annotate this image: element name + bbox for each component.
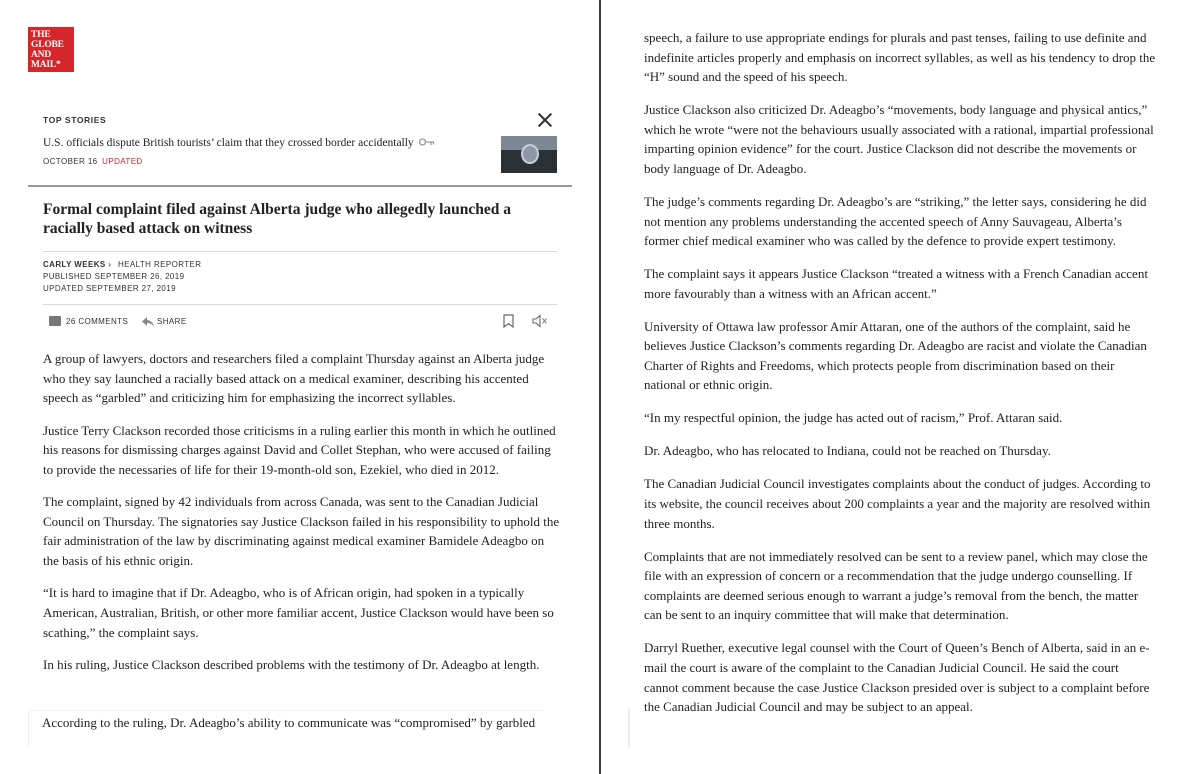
comment-icon[interactable] <box>49 316 61 326</box>
logo-line: GLOBE <box>31 40 64 50</box>
logo-line: THE <box>31 30 51 40</box>
top-story-link[interactable] <box>43 137 435 149</box>
author-role: HEALTH REPORTER <box>117 260 202 269</box>
top-story-date: OCTOBER 16 <box>43 157 98 166</box>
article-paragraph: speech, a failure to use appropriate endings for plurals and past tenses, failing to use definite and indefinite articles properly and emphasis on incorrect syllables, as well as his tendency to drop the “H” sound and the speed of his speech. <box>644 30 1156 85</box>
comments-button[interactable]: 26 COMMENTS <box>66 317 129 326</box>
article-body-left <box>43 349 563 687</box>
article-paragraph: In his ruling, Justice Clackson described problems with the testimony of Dr. Adeagbo at length. <box>43 656 540 672</box>
article-paragraph: Dr. Adeagbo, who has relocated to Indiana, could not be reached on Thursday. <box>644 443 1051 459</box>
article-paragraph: The judge’s comments regarding Dr. Adeagbo’s are “striking,” the letter says, considering he did not mention any problems understanding the accented speech of Anny Sauvageau, Alberta’s former chief medical examiner who was called by the defence to provide expert testimony. <box>644 193 1147 249</box>
published-date: PUBLISHED SEPTEMBER 26, 2019 <box>43 272 185 281</box>
divider <box>43 304 557 305</box>
globe-and-mail-logo[interactable] <box>28 27 74 72</box>
article-paragraph: “In my respectful opinion, the judge has acted out of racism,” Prof. Attaran said. <box>644 410 1063 426</box>
column-divider <box>599 0 601 774</box>
author-chevron-icon: › <box>108 260 112 269</box>
article-paragraph: The complaint, signed by 42 individuals from across Canada, was sent to the Canadian Judicial Council on Thursday. The signatories say Justice Clackson failed in his responsibility to uphold the fair administration of the law by discriminating against medical examiner Bamidele Adeagbo on the basis of his ethnic origin. <box>43 494 560 568</box>
article-paragraph: Justice Clackson also criticized Dr. Adeagbo’s “movements, body language and physical antics,” which he wrote “were not the behaviours usually associated with a rational, impartial professional imparting opinion evidence” for the court. Justice Clackson did not describe the movements or body language of Dr. Adeagbo. <box>644 102 1154 176</box>
bookmark-icon[interactable] <box>503 314 514 328</box>
article-paragraph: Justice Terry Clackson recorded those criticisms in a ruling earlier this month in which he outlined his reasons for dismissing charges against David and Collet Stephan, who were accused of failing to provide the necessaries of life for their 19-month-old son, Ezekiel, who died in 2012. <box>43 422 556 477</box>
top-stories-label: TOP STORIES <box>43 115 107 125</box>
close-icon[interactable] <box>536 111 554 129</box>
updated-date: UPDATED SEPTEMBER 27, 2019 <box>43 284 176 293</box>
border-patrol-patch-image <box>521 144 539 164</box>
key-icon <box>419 138 435 146</box>
logo-line: MAIL* <box>31 60 61 70</box>
article-paragraph: The Canadian Judicial Council investigates complaints about the conduct of judges. According to its website, the council receives about 200 complaints a year and the majority are resolved within three months. <box>644 476 1151 531</box>
article-paragraph: University of Ottawa law professor Amir Attaran, one of the authors of the complaint, said he believes Justice Clackson’s comments regarding Dr. Adeagbo are racist and violate the Canadian Charter of Rights and Freedoms, which protects people from discrimination based on their national or ethnic origin. <box>644 318 1147 393</box>
article-headline: Formal complaint filed against Alberta judge who allegedly launched a racially based attack on witness <box>43 201 512 237</box>
article-paragraph: “It is hard to imagine that if Dr. Adeagbo, who is of African origin, had spoken in a typically American, Australian, British, or other more familiar accent, Justice Clackson would have been so scathing,” the complaint says. <box>43 585 554 640</box>
article-paragraph-continued: According to the ruling, Dr. Adeagbo’s ability to communicate was “compromised” by garbled <box>42 715 536 730</box>
divider <box>43 251 557 252</box>
byline <box>43 259 201 295</box>
top-story-meta <box>43 157 143 166</box>
article-body-right <box>644 28 1156 730</box>
article-paragraph: The complaint says it appears Justice Clackson “treated a witness with a French Canadian accent more favourably than a witness with an African accent.” <box>644 266 1148 301</box>
top-story-updated: UPDATED <box>102 157 143 166</box>
continued-box-edge <box>628 708 630 748</box>
top-story-thumbnail[interactable] <box>501 136 557 173</box>
speaker-icon[interactable] <box>532 314 548 328</box>
share-icon[interactable] <box>141 316 155 328</box>
article-paragraph: Darryl Ruether, executive legal counsel with the Court of Queen’s Bench of Alberta, said in an e-mail the court is aware of the complaint to the Canadian Judicial Council. He said the court cannot comment because the case Justice Clackson presided over is subject to a complaint before the Canadian Judicial Council and may be subject to an appeal. <box>644 640 1150 715</box>
divider <box>28 185 572 187</box>
logo-line: AND <box>31 50 51 60</box>
author-name[interactable]: CARLY WEEKS <box>43 260 106 269</box>
article-paragraph: Complaints that are not immediately resolved can be sent to a review panel, which may close the file with an expression of concern or a recommendation that the judge undergo counselling. If complaints are deemed serious enough to warrant a judge’s removal from the bench, the matter can be sent to an inquiry committee that will make that determination. <box>644 548 1148 623</box>
top-story-headline: U.S. officials dispute British tourists’ claim that they crossed border accidentally <box>43 137 414 149</box>
article-paragraph: A group of lawyers, doctors and researchers filed a complaint Thursday against an Alberta judge who they say launched a racially based attack on a medical examiner, describing his accented speech as “garbled” and criticizing him for emphasizing the incorrect syllables. <box>43 351 545 406</box>
share-button[interactable]: SHARE <box>157 317 187 326</box>
